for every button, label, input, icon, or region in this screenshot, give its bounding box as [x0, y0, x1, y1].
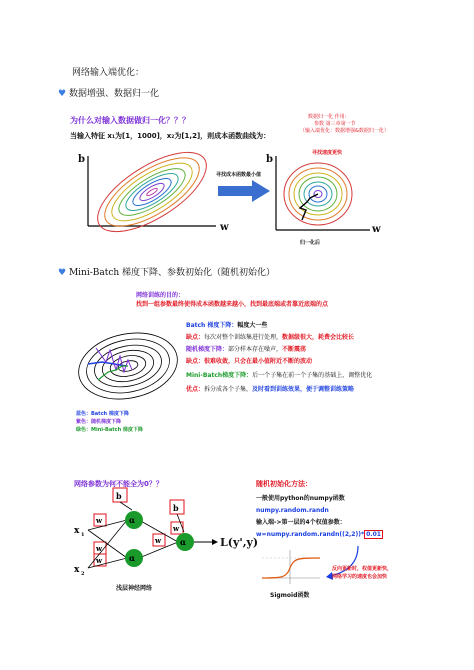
loss-function: L(y',y)	[220, 536, 259, 549]
init-code-text: w=numpy.random.randn((2,2))*	[256, 531, 365, 538]
heart-icon: ♥	[58, 89, 67, 99]
fast-label: 寻找速度更快	[312, 150, 343, 156]
method-name: 优点：	[186, 386, 205, 393]
init-coef-box: 0.01	[366, 531, 381, 538]
shallow-network-diagram	[72, 486, 240, 596]
method-extra: 不断震荡	[282, 346, 307, 353]
init-line-1: 一般使用python的numpy函数	[256, 495, 345, 502]
method-name: 随机梯度下降：	[186, 346, 229, 353]
axis-b-left: b	[78, 154, 85, 165]
side-note-3: （输入端优化：数据增强&数据归一化）	[300, 128, 389, 134]
method-desc: 拆分成各个子集，	[204, 386, 253, 393]
method-extra: 数据级很大，耗费会比较长	[282, 334, 355, 341]
init-line-3: 输入端->第一层的4个权值参数：	[256, 519, 346, 526]
init-note-1: 反向更新时，权值更新快，	[332, 566, 393, 572]
init-code	[256, 531, 383, 539]
svg-text:2: 2	[81, 571, 85, 577]
svg-text:x: x	[74, 526, 80, 536]
svg-text:b: b	[173, 503, 179, 513]
section-title: 网络输入端优化：	[72, 68, 145, 78]
norm-condition: 当输入特征 x₁为[1，1000]，x₂为[1,2]，则成本函数曲线为：	[70, 132, 271, 140]
legend-batch: 蓝色：Batch 梯度下降	[76, 411, 129, 417]
norm-question: 为什么对输入数据做归一化？？？	[70, 116, 190, 125]
after-norm-label: 归一化后	[300, 240, 321, 246]
init-note-2: 网络学习的速度也会加快	[332, 574, 388, 580]
init-title: 随机初始化方法：	[256, 480, 312, 488]
method-name: Batch 梯度下降：	[186, 322, 238, 329]
side-note-1: 数据归一化 作用：	[308, 114, 350, 120]
svg-text:w: w	[96, 556, 103, 565]
sigmoid-label: Sigmoid函数	[270, 592, 310, 599]
svg-text:α: α	[129, 515, 136, 525]
svg-text:w: w	[96, 544, 103, 553]
svg-text:1: 1	[81, 532, 85, 538]
legend-minibatch: 绿色：Mini-Batch 梯度下降	[76, 427, 143, 433]
method-row-6	[186, 386, 354, 394]
method-row-1	[186, 322, 267, 330]
svg-text:x: x	[74, 565, 80, 575]
circular-contour-plot	[262, 150, 372, 240]
method-name: Mini-Batch梯度下降：	[186, 372, 253, 379]
bullet-minibatch	[58, 268, 275, 279]
svg-text:w: w	[173, 524, 180, 533]
init-line-2: numpy.random.randn	[256, 507, 329, 514]
goal-title: 网络训练的目的：	[136, 292, 185, 299]
net-caption: 浅层神经网络	[116, 585, 153, 592]
arrow-label: 寻找成本函数最小值	[216, 172, 262, 178]
method-row-3	[186, 346, 306, 354]
method-desc: 部分样本存在噪声，	[228, 346, 283, 353]
axis-w-left: w	[220, 222, 229, 233]
method-row-2	[186, 334, 354, 342]
svg-text:α: α	[180, 537, 187, 547]
method-desc: 很难收敛，只会在最小值附近不断的波动	[204, 358, 313, 365]
method-row-4	[186, 358, 312, 366]
legend-sgd: 紫色：随机梯度下降	[76, 419, 122, 425]
goal-text: 找到一组参数最终使得成本函数越来越小，找到最底端或者靠近底端的点	[136, 301, 329, 308]
bullet-label: 数据增强、数据归一化	[68, 89, 159, 99]
zero-question: 网络参数为何不能全为0？？	[74, 480, 163, 488]
side-note-2: 参数 第三章第一节	[314, 121, 356, 127]
method-row-5	[186, 372, 372, 380]
heart-icon: ♥	[58, 268, 67, 278]
bullet-data-norm	[58, 89, 159, 100]
gradient-descent-plot	[76, 326, 184, 408]
bullet-label: Mini-Batch 梯度下降、参数初始化（随机初始化）	[68, 268, 276, 278]
axis-w-right: w	[372, 224, 381, 235]
svg-text:b: b	[116, 491, 122, 501]
svg-text:w: w	[96, 516, 103, 525]
method-name: 缺点：	[186, 334, 205, 341]
elongated-contour-plot	[70, 150, 220, 234]
svg-text:w: w	[155, 536, 162, 545]
method-desc: 每次对整个训练集进行处理，	[204, 334, 283, 341]
method-desc: 幅度大一些	[237, 322, 268, 329]
method-desc: 后一个子集在前一个子集的基础上，调整优化	[252, 372, 373, 379]
method-extra: 及时看到训练效果，便于调整训练策略	[252, 386, 355, 393]
axis-b-right: b	[266, 154, 273, 165]
svg-text:α: α	[129, 553, 136, 563]
method-name: 缺点：	[186, 358, 205, 365]
